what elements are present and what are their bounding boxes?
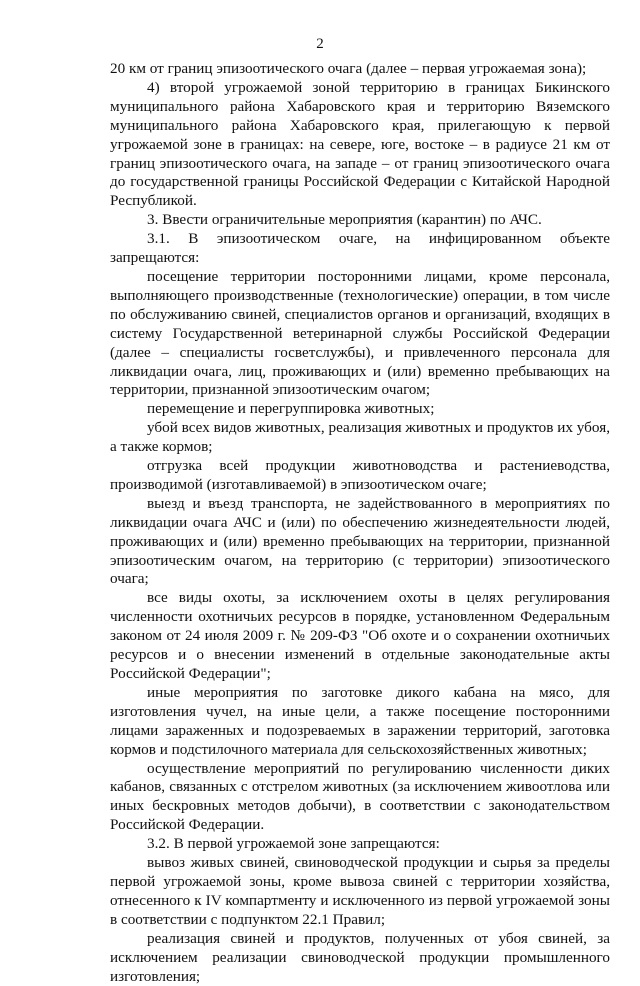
paragraph-1: 20 км от границ эпизоотического очага (далее – первая угрожаемая зона); xyxy=(110,60,587,77)
paragraph-2: 4) второй угрожаемой зоной территорию в границах Бикинского муниципального района Хабаровского края и территорию Вяземского муниципального района Хабаровского края, прилегающую к первой угрожаемой зоне в границах: на севере, юге, востоке – в радиусе 21 км от границ эпизоотического очага, на западе – от границ эпизоотического очага до государственной границы Российской Федерации с Китайской Народной Республикой. xyxy=(110,78,610,210)
paragraph-8: отгрузка всей продукции животноводства и растениеводства, производимой (изготавливаемой) в эпизоотическом очаге; xyxy=(110,457,610,493)
paragraph-14: вывоз живых свиней, свиноводческой продукции и сырья за пределы первой угрожаемой зоны, кроме вывоза свиней с территории хозяйства, отнесенного к IV компартменту и исключенного из первой угрожаемой зоны в соответствии с подпунктом 22.1 Правил; xyxy=(110,854,610,928)
paragraph-13: 3.2. В первой угрожаемой зоне запрещаются: xyxy=(147,835,440,853)
paragraph-6: перемещение и перегруппировка животных; xyxy=(147,400,435,418)
page-number: 2 xyxy=(316,36,324,52)
paragraph-7: убой всех видов животных, реализация животных и продуктов их убоя, а также кормов; xyxy=(110,419,610,456)
document-body xyxy=(110,60,610,986)
paragraph-4: 3.1. В эпизоотическом очаге, на инфицированном объекте запрещаются: xyxy=(110,230,610,267)
paragraph-9: выезд и въезд транспорта, не задействованного в мероприятиях по ликвидации очага АЧС и (или) по обеспечению жизнедеятельности людей, проживающих и (или) временно пребывающих на территории, признанной эпизоотическим очагом, на территорию (с территории) эпизоотического очага; xyxy=(110,494,610,588)
paragraph-11: иные мероприятия по заготовке дикого кабана на мясо, для изготовления чучел, на иные цели, а также посещение посторонними лицами зараженных и подозреваемых в заражении территорий, заготовка кормов и подстилочного материала для сельскохозяйственных животных; xyxy=(110,683,610,758)
paragraph-10: все виды охоты, за исключением охоты в целях регулирования численности охотничьих ресурсов в порядке, установленном Федеральным законом от 24 июля 2009 г. № 209-ФЗ "Об охоте и о сохранении охотничьих ресурсов и о внесении изменений в отдельные законодательные акты Российской Федерации"; xyxy=(110,589,610,682)
paragraph-15: реализация свиней и продуктов, полученных от убоя свиней, за исключением реализации свиноводческой продукции промышленного изготовления; xyxy=(110,929,610,985)
paragraph-5: посещение территории посторонними лицами, кроме персонала, выполняющего производственные (технологические) операции, в том числе по обслуживанию свиней, специалистов органов и организаций, входящих в систему Государственной ветеринарной службы Российской Федерации (далее – специалисты госветслужбы), и привлеченного персонала для ликвидации очага, лиц, проживающих и (или) временно пребывающих на территории, признанной эпизоотическим очагом; xyxy=(110,267,610,399)
paragraph-12: осуществление мероприятий по регулированию численности диких кабанов, связанных с отстрелом животных (за исключением живоотлова или иных бескровных методов добычи), в соответствии с законодательством Российской Федерации. xyxy=(110,759,610,834)
paragraph-3: 3. Ввести ограничительные мероприятия (карантин) по АЧС. xyxy=(147,211,542,229)
